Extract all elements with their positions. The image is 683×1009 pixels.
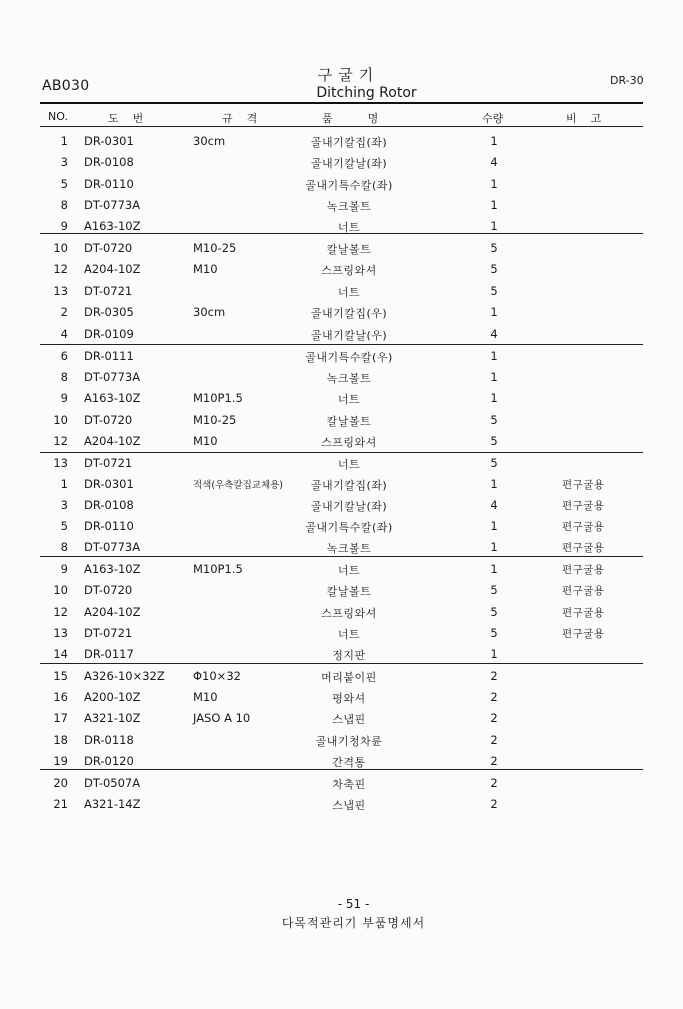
row-no: 9	[60, 391, 68, 405]
row-quantity: 5	[490, 284, 498, 298]
row-quantity: 2	[490, 669, 498, 683]
header-bottom-rule	[40, 126, 643, 127]
table-row	[0, 219, 683, 240]
row-spec: M10P1.5	[193, 562, 243, 576]
table-row	[0, 305, 683, 326]
row-part-name: 차축핀	[332, 778, 366, 791]
row-part-name: 녹크볼트	[326, 200, 372, 213]
row-no: 5	[60, 177, 68, 191]
row-drawing-number: A204-10Z	[84, 434, 141, 448]
row-no: 8	[60, 370, 68, 384]
table-row	[0, 562, 683, 583]
table-row	[0, 370, 683, 391]
row-drawing-number: DR-0301	[84, 134, 134, 148]
table-row	[0, 498, 683, 519]
row-part-name: 녹크볼트	[326, 372, 372, 385]
row-quantity: 1	[490, 370, 498, 384]
row-part-name: 골내기청차륜	[315, 735, 383, 748]
row-drawing-number: DR-0109	[84, 327, 134, 341]
column-header-spec: 규 격	[222, 112, 258, 125]
row-quantity: 2	[490, 754, 498, 768]
table-row	[0, 776, 683, 797]
row-quantity: 5	[490, 626, 498, 640]
table-row	[0, 349, 683, 370]
row-no: 21	[53, 797, 68, 811]
row-part-name: 너트	[337, 564, 361, 577]
row-quantity: 1	[490, 198, 498, 212]
row-part-name: 칼날볼트	[326, 415, 372, 428]
row-drawing-number: DT-0720	[84, 583, 133, 597]
table-row	[0, 540, 683, 561]
table-row	[0, 241, 683, 262]
row-spec: 30cm	[193, 305, 226, 319]
row-drawing-number: A204-10Z	[84, 605, 141, 619]
row-quantity: 1	[490, 519, 498, 533]
row-drawing-number: A163-10Z	[84, 391, 141, 405]
row-quantity: 1	[490, 562, 498, 576]
column-header-qty: 수량	[482, 112, 504, 125]
row-no: 5	[60, 519, 68, 533]
column-header-no: NO.	[48, 110, 68, 123]
table-row	[0, 134, 683, 155]
row-spec: M10	[193, 434, 218, 448]
table-row	[0, 669, 683, 690]
row-no: 12	[53, 262, 68, 276]
row-spec: 30cm	[193, 134, 226, 148]
table-row	[0, 262, 683, 283]
row-quantity: 5	[490, 583, 498, 597]
header-top-rule	[40, 102, 643, 104]
row-no: 8	[60, 540, 68, 554]
row-drawing-number: DR-0108	[84, 498, 134, 512]
page-title-english: Ditching Rotor	[316, 85, 417, 101]
row-drawing-number: DR-0120	[84, 754, 134, 768]
row-quantity: 5	[490, 456, 498, 470]
table-row	[0, 391, 683, 412]
table-row	[0, 733, 683, 754]
row-no: 4	[60, 327, 68, 341]
row-quantity: 1	[490, 647, 498, 661]
row-quantity: 2	[490, 797, 498, 811]
row-no: 13	[53, 626, 68, 640]
row-drawing-number: A326-10×32Z	[84, 669, 165, 683]
row-drawing-number: DR-0111	[84, 349, 134, 363]
row-drawing-number: DT-0721	[84, 456, 133, 470]
row-part-name: 스프링와셔	[321, 607, 377, 620]
row-quantity: 5	[490, 241, 498, 255]
row-no: 2	[60, 305, 68, 319]
row-part-name: 골내기칼날(좌)	[310, 500, 388, 513]
row-drawing-number: DR-0117	[84, 647, 134, 661]
row-part-name: 칼날볼트	[326, 243, 372, 256]
row-no: 10	[53, 413, 68, 427]
row-part-name: 너트	[337, 628, 361, 641]
row-drawing-number: DT-0721	[84, 284, 133, 298]
table-row	[0, 797, 683, 818]
row-quantity: 2	[490, 711, 498, 725]
row-quantity: 1	[490, 349, 498, 363]
row-spec: Φ10×32	[193, 669, 241, 683]
row-no: 15	[53, 669, 68, 683]
row-spec: M10	[193, 262, 218, 276]
row-drawing-number: DT-0773A	[84, 370, 141, 384]
row-no: 12	[53, 434, 68, 448]
row-drawing-number: A204-10Z	[84, 262, 141, 276]
row-no: 9	[60, 562, 68, 576]
row-spec: M10-25	[193, 413, 237, 427]
row-no: 13	[53, 456, 68, 470]
row-part-name: 골내기특수칼(우)	[305, 351, 393, 364]
table-row	[0, 605, 683, 626]
row-quantity: 1	[490, 305, 498, 319]
row-no: 12	[53, 605, 68, 619]
row-no: 1	[60, 134, 68, 148]
row-part-name: 칼날볼트	[326, 585, 372, 598]
row-no: 3	[60, 155, 68, 169]
row-drawing-number: A163-10Z	[84, 562, 141, 576]
row-quantity: 2	[490, 690, 498, 704]
row-part-name: 골내기특수칼(좌)	[305, 179, 393, 192]
row-drawing-number: DT-0720	[84, 413, 133, 427]
row-part-name: 골내기칼날(좌)	[310, 157, 388, 170]
row-quantity: 5	[490, 262, 498, 276]
row-no: 19	[53, 754, 68, 768]
table-row	[0, 198, 683, 219]
row-no: 10	[53, 241, 68, 255]
row-quantity: 5	[490, 413, 498, 427]
row-no: 13	[53, 284, 68, 298]
row-spec: M10P1.5	[193, 391, 243, 405]
row-part-name: 녹크볼트	[326, 542, 372, 555]
table-row	[0, 155, 683, 176]
column-header-note: 비 고	[566, 112, 602, 125]
page-number: - 51 -	[337, 897, 370, 911]
row-part-name: 정지판	[332, 649, 366, 662]
page-title-korean: 구굴기	[317, 66, 380, 84]
row-drawing-number: DR-0108	[84, 155, 134, 169]
row-spec: 적색(우측칼집교체용)	[193, 480, 284, 491]
row-note: 편구굴용	[562, 521, 605, 533]
row-part-name: 골내기칼집(좌)	[310, 479, 388, 492]
row-no: 18	[53, 733, 68, 747]
row-drawing-number: DT-0720	[84, 241, 133, 255]
row-part-name: 스프링와셔	[321, 264, 377, 277]
row-no: 16	[53, 690, 68, 704]
table-row	[0, 711, 683, 732]
row-quantity: 2	[490, 776, 498, 790]
row-drawing-number: DR-0305	[84, 305, 134, 319]
row-note: 편구굴용	[562, 500, 605, 512]
row-no: 1	[60, 477, 68, 491]
table-row	[0, 477, 683, 498]
row-part-name: 골내기칼집(좌)	[310, 136, 388, 149]
row-drawing-number: A321-10Z	[84, 711, 141, 725]
row-spec: JASO A 10	[193, 711, 251, 725]
row-no: 10	[53, 583, 68, 597]
row-note: 편구굴용	[562, 564, 605, 576]
table-row	[0, 284, 683, 305]
row-quantity: 4	[490, 498, 498, 512]
row-drawing-number: A163-10Z	[84, 219, 141, 233]
row-drawing-number: A200-10Z	[84, 690, 141, 704]
row-part-name: 간격통	[332, 756, 366, 769]
row-part-name: 스냅핀	[332, 799, 366, 812]
row-drawing-number: DR-0110	[84, 177, 134, 191]
column-header-name: 품 명	[322, 112, 379, 125]
table-row	[0, 626, 683, 647]
row-part-name: 너트	[337, 221, 361, 234]
row-drawing-number: DT-0507A	[84, 776, 141, 790]
row-quantity: 4	[490, 155, 498, 169]
row-quantity: 1	[490, 391, 498, 405]
table-row	[0, 754, 683, 775]
row-part-name: 스프링와셔	[321, 436, 377, 449]
row-no: 9	[60, 219, 68, 233]
row-drawing-number: DT-0773A	[84, 198, 141, 212]
row-quantity: 1	[490, 219, 498, 233]
table-row	[0, 583, 683, 604]
row-quantity: 1	[490, 540, 498, 554]
row-no: 20	[53, 776, 68, 790]
row-no: 17	[53, 711, 68, 725]
row-note: 편구굴용	[562, 542, 605, 554]
row-no: 14	[53, 647, 68, 661]
column-header-drawing: 도 번	[108, 112, 144, 125]
row-quantity: 5	[490, 605, 498, 619]
row-quantity: 1	[490, 177, 498, 191]
row-spec: M10-25	[193, 241, 237, 255]
row-no: 3	[60, 498, 68, 512]
row-note: 편구굴용	[562, 628, 605, 640]
row-part-name: 너트	[337, 286, 361, 299]
page-code: DR-30	[610, 74, 644, 87]
catalog-code: AB030	[42, 78, 90, 94]
document-title: 다목적관리기 부품명세서	[281, 916, 426, 930]
row-drawing-number: DR-0110	[84, 519, 134, 533]
row-part-name: 머리붙이핀	[321, 671, 377, 684]
table-row	[0, 413, 683, 434]
table-row	[0, 327, 683, 348]
row-quantity: 4	[490, 327, 498, 341]
table-row	[0, 690, 683, 711]
row-no: 8	[60, 198, 68, 212]
table-row	[0, 456, 683, 477]
row-drawing-number: A321-14Z	[84, 797, 141, 811]
row-part-name: 골내기특수칼(좌)	[305, 521, 393, 534]
row-no: 6	[60, 349, 68, 363]
row-quantity: 5	[490, 434, 498, 448]
table-row	[0, 177, 683, 198]
row-part-name: 골내기칼집(우)	[310, 307, 388, 320]
row-drawing-number: DT-0721	[84, 626, 133, 640]
row-part-name: 스냅핀	[332, 713, 366, 726]
row-part-name: 너트	[337, 458, 361, 471]
row-part-name: 평와셔	[332, 692, 366, 705]
table-row	[0, 434, 683, 455]
row-note: 편구굴용	[562, 585, 605, 597]
row-drawing-number: DR-0118	[84, 733, 134, 747]
row-quantity: 2	[490, 733, 498, 747]
row-note: 편구굴용	[562, 607, 605, 619]
row-drawing-number: DR-0301	[84, 477, 134, 491]
row-part-name: 너트	[337, 393, 361, 406]
row-quantity: 1	[490, 477, 498, 491]
row-spec: M10	[193, 690, 218, 704]
row-quantity: 1	[490, 134, 498, 148]
table-row	[0, 519, 683, 540]
row-drawing-number: DT-0773A	[84, 540, 141, 554]
row-note: 편구굴용	[562, 479, 605, 491]
table-row	[0, 647, 683, 668]
row-part-name: 골내기칼날(우)	[310, 329, 388, 342]
